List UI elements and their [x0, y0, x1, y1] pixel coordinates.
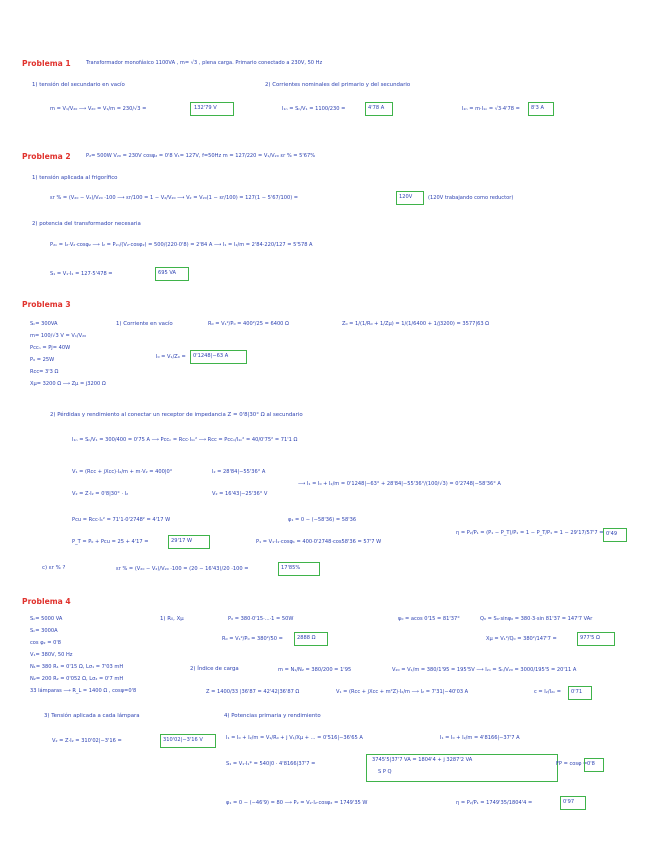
problem-3-eq-12: η = P₂/P₁ = (P₁ − P_T)/P₁ = 1 − P_T/P₁ = 1 − 29'17/57'7 =	[456, 530, 604, 536]
problem-4-eq-4: Q₀ = S₀·sinψ₀ = 380·3·sin 81'37 = 147'7 VAr	[480, 616, 593, 622]
problem-1-result-3: 8'3 A	[531, 105, 544, 111]
problem-4-section-1: 1) R₀, Xμ	[160, 616, 184, 622]
problem-3-eq-5: V₁ = (Rcc + jXcc)·I₂/m + m·V₂ = 400|0°	[72, 469, 173, 475]
problem-4-result-5-labels: S P Q	[378, 769, 392, 775]
problem-2-result-1: 120V	[399, 194, 413, 200]
problem-2-section-2: 2) potencia del transformador necesaria	[32, 221, 141, 227]
problem-3-given-5: Rcc= 3'3 Ω	[30, 369, 59, 375]
problem-4-given-1: Sₙ= 5000 VA	[30, 616, 63, 622]
problem-4-eq-1: P₀ = 380·0'15·...·1 = 50W	[228, 616, 294, 622]
problem-3-eq-9: φ₁ = 0 − (−58'36) = 58'36	[288, 517, 357, 523]
problem-4-eq-5: Xμ = V₁²/Q₀ = 380²/147'7 =	[486, 636, 557, 642]
problem-1-result-2: 4'78 A	[368, 105, 385, 111]
problem-3-eq-6: V₂ = Z·I₂ = 0'8|30° · I₂	[72, 491, 129, 497]
problem-4-result-6: 0'8	[587, 761, 595, 767]
problem-2-section-1: 1) tensión aplicada al frigorífico	[32, 175, 118, 181]
problem-4-eq-7: V₂₀ = V₁/m = 380/1'95 = 195'5V ⟶ I₂ₙ = Sₙ/V₂₀ = 3000/195'5 = 20'11 A	[392, 667, 577, 673]
problem-1-eq-2: I₁ₙ = Sₙ/V₁ = 1100/230 =	[282, 106, 346, 112]
problem-1-result-1: 132'79 V	[194, 105, 217, 111]
problem-3-eq-13: εr % = (V₂₀ − V₂)/V₂₀ ·100 = (20 − 16'43)/20 ·100 =	[116, 566, 249, 572]
problem-4-result-7: 0'97	[563, 799, 575, 805]
problem-3-given-3: Pccₙ = Pj= 40W	[30, 345, 71, 351]
problem-4-given-4: V₁= 380V, 50 Hz	[30, 652, 73, 658]
problem-1-eq-1: m = V₁/V₂₀ ⟶ V₂₀ = V₁/m = 230/√3 =	[50, 106, 147, 112]
problem-4-eq-16: η = P₂/P₁ = 1749'35/1804'4 =	[456, 800, 533, 806]
problem-4-eq-14: S₁ = V₁·I₁* = 540|0 · 4'8166|37'7 =	[226, 761, 316, 767]
problem-1-statement: Transformador monofásico 1100VA , m= √3 , plena carga. Primario conectado a 230V, 50 Hz	[86, 60, 323, 66]
problem-3-title: Problema 3	[22, 300, 71, 309]
problem-4-given-2: Sₙ= 3000A	[30, 628, 58, 634]
problem-4-title: Problema 4	[22, 597, 71, 606]
problem-3-eq-4: I₁ₙ = Sₙ/V₁ = 300/400 = 0'75 A ⟶ Pccₙ = Rcc·I₁ₙ² ⟶ Rcc = Pccₙ/I₁ₙ² = 40/0'75² = 71'1 Ω	[72, 437, 298, 443]
problem-3-result-2: 29'17 W	[171, 538, 193, 544]
problem-3-eq-11: P₁ = V₁·I₁·cosφ₁ = 400·0'2748·cos58'36 = 57'7 W	[256, 539, 382, 545]
problem-4-given-3: cos φ₂ = 0'8	[30, 640, 61, 646]
problem-2-statement: P₂= 500W V₂₀ = 230V cosφ₂ = 0'8 V₁= 127V, f=50Hz m = 127/220 = V₁/V₂₀ εr % = 5'67%	[86, 153, 316, 159]
problem-4-eq-10: c = I₂/I₂ₙ =	[534, 689, 562, 695]
problem-4-eq-8: Z = 1400/33 |36'87 = 42'42|36'87 Ω	[206, 689, 300, 695]
problem-4-eq-12: I₁ = I₀ + I₂/m = V₁/R₀ + j V₁/Xμ + ... = 0'516|−36'65 A	[226, 735, 363, 741]
problem-4-result-4: 310'02|−3'16 V	[163, 737, 203, 743]
problem-1-title: Problema 1	[22, 59, 71, 68]
problem-3-eq-3: I₀ = V₁/Z₀ =	[156, 354, 186, 360]
problem-3-eq-7: ⟶ I₁ = I₀ + I₂/m = 0'1248|−63° + 28'84|−55'36°/(100/√3) = 0'2748|−58'36° A	[298, 481, 501, 487]
problem-3-section-3: c) εr % ?	[42, 565, 66, 571]
problem-3-result-4: 17'85%	[281, 565, 301, 571]
problem-4-given-7: 33 lámparas ⟶ R_L = 1400 Ω , cosφ=0'8	[30, 688, 137, 694]
problem-4-eq-11: V₂ = Z·I₂ = 310'02|−3'16 =	[52, 738, 122, 744]
problem-3-system-1: I₂ = 28'84|−55'36° A	[212, 469, 266, 475]
problem-2-eq-3: S₁ = V₁·I₁ = 127·5'478 =	[50, 271, 113, 277]
problem-1-section-2: 2) Corrientes nominales del primario y del secundario	[265, 82, 411, 88]
problem-4-result-5: 3745'5|37'7 VA = 1804'4 + j 3287'2 VA	[372, 757, 473, 763]
problem-4-eq-3: ψ₀ = acos 0'15 = 81'37°	[398, 616, 460, 622]
problem-4-section-4: 4) Potencias primaria y rendimiento	[224, 713, 321, 719]
problem-4-fp-label: FP = cosφ =	[556, 761, 588, 767]
problem-4-section-2: 2) Índice de carga	[190, 666, 239, 672]
problem-1-section-1: 1) tensión del secundario en vacío	[32, 82, 125, 88]
problem-2-note: (120V trabajando como reductor)	[428, 195, 514, 201]
problem-2-title: Problema 2	[22, 152, 71, 161]
problem-4-eq-6: m = N₁/N₂ = 380/200 = 1'95	[278, 667, 352, 673]
problem-3-eq-10: P_T = P₀ + Pcu = 25 + 4'17 =	[72, 539, 149, 545]
problem-3-eq-1: R₀ = V₁²/P₀ = 400²/25 = 6400 Ω	[208, 321, 289, 327]
problem-3-given-4: P₀ = 25W	[30, 357, 55, 363]
problem-3-given-6: Xμ= 3200 Ω ⟶ Zμ = j3200 Ω	[30, 381, 106, 387]
problem-4-eq-13: I₁ = I₀ + I₂/m = 4'8166|−37'7 A	[440, 735, 520, 741]
problem-2-eq-1: εr % = (V₂₀ − V₂)/V₂₀ ·100 ⟶ εr/100 = 1 − V₂/V₂₀ ⟶ V₂ = V₂₀(1 − εr/100) = 127(1 − 5'67/100) =	[50, 195, 299, 201]
problem-4-result-2: 977'5 Ω	[580, 635, 600, 641]
problem-3-section-1: 1) Corriente en vacío	[116, 321, 173, 327]
problem-2-result-2: 695 VA	[158, 270, 176, 276]
problem-3-given-1: Sₙ= 300VA	[30, 321, 58, 327]
problem-4-eq-2: R₀ = V₁²/P₀ = 380²/50 =	[222, 636, 283, 642]
problem-3-given-2: m= 100/√3 V = V₁/V₂₀	[30, 333, 87, 339]
problem-2-eq-2: P₂ₙ = I₂·V₂·cosφ₂ ⟶ I₂ = P₂ₙ/(V₂·cosφ₂) = 500/(220·0'8) = 2'84 A ⟶ I₁ = I₂/m = 2'84·220/127 = 5'578 A	[50, 242, 313, 248]
problem-4-section-3: 3) Tensión aplicada a cada lámpara	[44, 713, 140, 719]
problem-3-result-1: 0'1248|−63 A	[193, 353, 229, 359]
problem-3-section-2: 2) Pérdidas y rendimiento al conectar un receptor de impedancia Z = 0'8|30° Ω al secundario	[50, 412, 303, 418]
problem-4-eq-9: V₁ = (Rcc + jXcc + m²Z)·I₂/m ⟶ I₂ = 7'31|−40'03 A	[336, 689, 469, 695]
problem-3-system-2: V₂ = 16'43|−25'36° V	[212, 491, 268, 497]
problem-4-result-1: 2888 Ω	[297, 635, 316, 641]
problem-4-given-6: N₂= 200 R₂ = 0'052 Ω, Lσ₂ = 0'7 mH	[30, 676, 124, 682]
problem-1-eq-3: I₂ₙ = m·I₁ₙ = √3·4'78 =	[462, 106, 520, 112]
problem-4-given-5: N₁= 380 R₁ = 0'15 Ω, Lσ₁ = 7'03 mH	[30, 664, 124, 670]
problem-3-result-3: 0'49	[606, 531, 618, 537]
problem-4-eq-15: φ₁ = 0 − (−46'9) = 80 ⟶ P₂ = V₂·I₂·cosφ₂ = 1749'35 W	[226, 800, 368, 806]
problem-3-eq-2: Z₀ = 1/(1/R₀ + 1/Zμ) = 1/(1/6400 + 1/j3200) = 3577|63 Ω	[342, 321, 490, 327]
problem-3-eq-8: Pcu = Rcc·I₁² = 71'1·0'2748² = 4'17 W	[72, 517, 171, 523]
problem-4-result-3: 0'71	[571, 689, 583, 695]
